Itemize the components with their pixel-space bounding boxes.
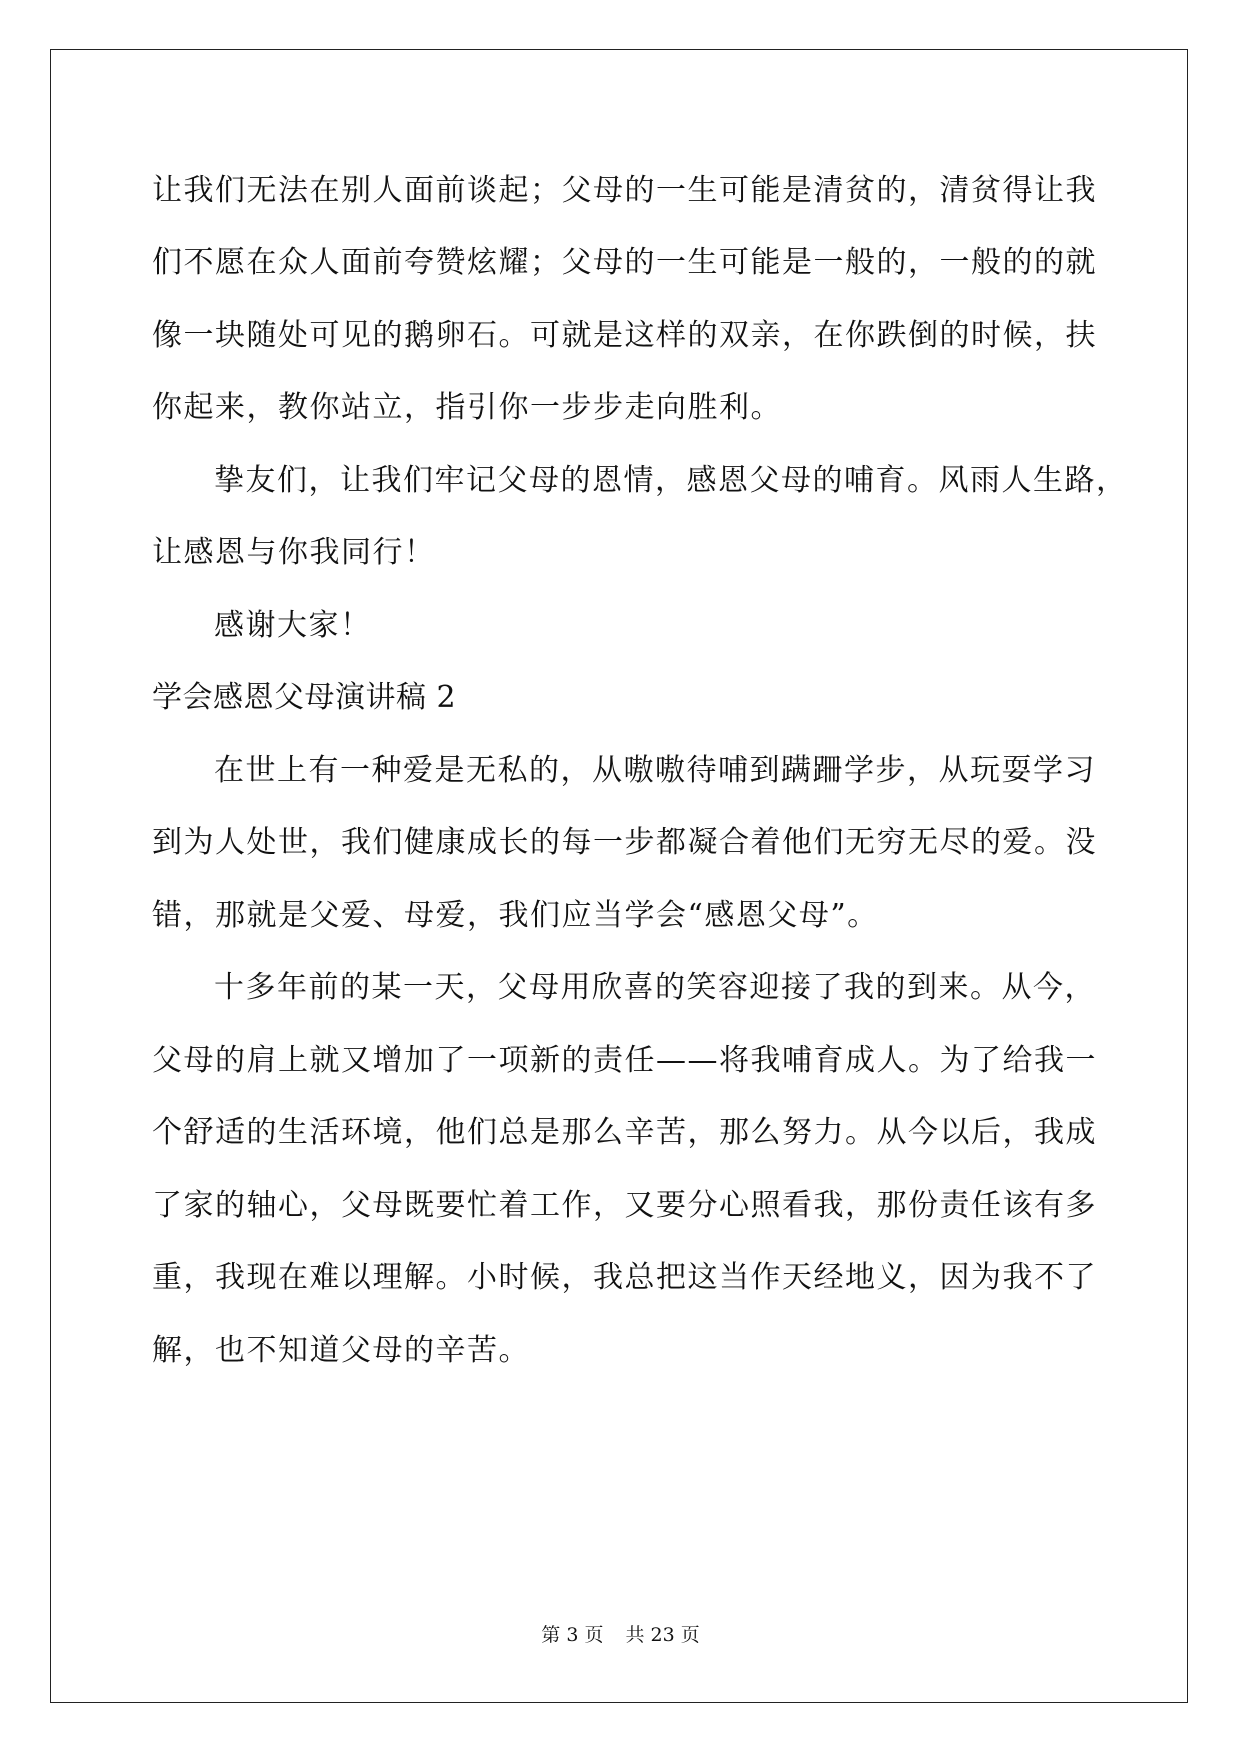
body-line: 十多年前的某一天，父母用欣喜的笑容迎接了我的到来。从今， <box>214 970 1096 1005</box>
body-line: 在世上有一种爱是无私的，从嗷嗷待哺到蹒跚学步，从玩耍学习 <box>214 753 1096 788</box>
page-footer <box>0 1623 1241 1647</box>
body-line: 你起来，教你站立，指引你一步步走向胜利。 <box>152 390 782 425</box>
page-number: 第 3 页 <box>541 1624 604 1646</box>
body-line: 到为人处世，我们健康成长的每一步都凝合着他们无穷无尽的爱。没 <box>152 825 1097 860</box>
page-border <box>50 49 1188 1703</box>
body-line: 解，也不知道父母的辛苦。 <box>152 1333 530 1368</box>
body-line: 让感恩与你我同行！ <box>152 535 436 570</box>
body-line: 像一块随处可见的鹅卵石。可就是这样的双亲，在你跌倒的时候，扶 <box>152 318 1097 353</box>
body-line: 错，那就是父爱、母爱，我们应当学会“感恩父母”。 <box>152 898 879 933</box>
body-line: 们不愿在众人面前夸赞炫耀；父母的一生可能是一般的，一般的的就 <box>152 245 1097 280</box>
body-line: 让我们无法在别人面前谈起；父母的一生可能是清贫的，清贫得让我 <box>152 173 1097 208</box>
body-line: 挚友们，让我们牢记父母的恩情，感恩父母的哺育。风雨人生路， <box>214 463 1128 498</box>
body-line: 父母的肩上就又增加了一项新的责任——将我哺育成人。为了给我一 <box>152 1043 1097 1078</box>
body-line: 感谢大家！ <box>214 608 372 643</box>
body-line: 了家的轴心，父母既要忙着工作，又要分心照看我，那份责任该有多 <box>152 1188 1097 1223</box>
body-line: 个舒适的生活环境，他们总是那么辛苦，那么努力。从今以后，我成 <box>152 1115 1097 1150</box>
section-heading: 学会感恩父母演讲稿 2 <box>152 680 457 715</box>
body-line: 重，我现在难以理解。小时候，我总把这当作天经地义，因为我不了 <box>152 1260 1097 1295</box>
page-total: 共 23 页 <box>625 1624 700 1646</box>
